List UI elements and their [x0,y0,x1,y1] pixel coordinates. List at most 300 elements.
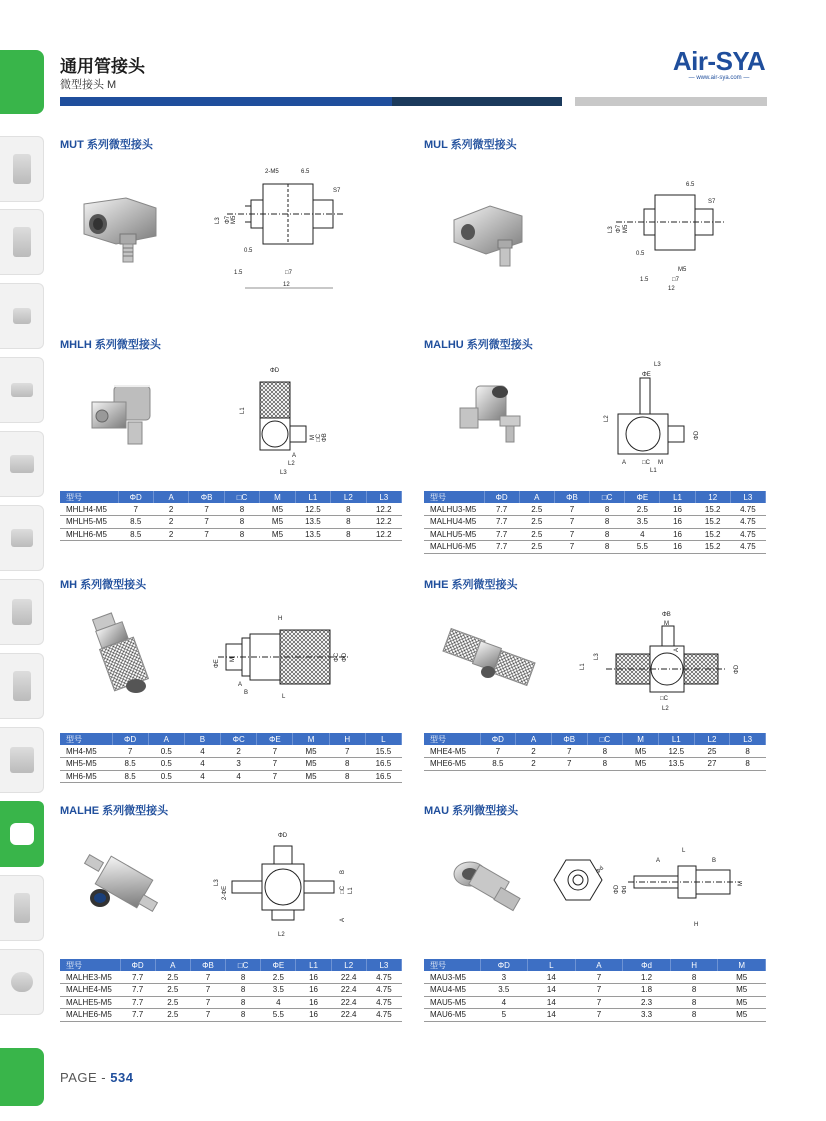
col-header: L3 [730,733,766,745]
table-cell: 16 [296,971,331,984]
table-cell: M5 [718,1009,766,1022]
table-cell: 2 [153,528,188,541]
table-cell: 0.5 [148,770,184,783]
table-cell: 16 [660,503,695,516]
col-header: A [519,491,554,503]
table-cell: 7 [554,503,589,516]
table-cell: 7 [551,758,587,771]
malhu-title: MALHU 系列微型接头 [424,339,533,351]
malhe-dim-d6: L1 [348,887,354,894]
table-cell: 8 [226,971,261,984]
page-subtitle: 微型接头 M [60,79,117,91]
malhe-title: MALHE 系列微型接头 [60,805,169,817]
table-cell: M5 [718,996,766,1009]
table-cell: 2.5 [625,503,660,516]
table-cell: 2.3 [623,996,671,1009]
mul-dim-d5: M5 [623,224,629,233]
filter-regulator-icon[interactable] [0,136,44,202]
col-header: L [528,959,576,971]
col-header: 型号 [60,733,112,745]
mh-dim-d6: A [238,682,243,688]
table-row [424,745,766,758]
table-cell: 7 [575,1009,623,1022]
col-header: □C [226,959,261,971]
mhe-dim-d4: L1 [580,663,586,670]
table-row [60,503,402,516]
table-cell: 2.5 [155,984,190,997]
mau-dim-d8: H [694,922,699,928]
mhlh-dim-d4: □C [316,434,322,442]
mau-spec-table [424,959,766,1022]
table-cell: M5 [623,758,659,771]
table-cell: 22.4 [331,971,366,984]
table-cell: MALHU5-M5 [424,528,484,541]
table-cell: 13.5 [295,516,330,529]
table-cell: MAU3-M5 [424,971,480,984]
mhlh-spec-table [60,491,402,541]
table-cell: 1.2 [623,971,671,984]
mut-dim-d1: 2-M5 [265,169,279,175]
table-cell: 8 [590,541,625,554]
page-number-value: 534 [110,1070,134,1085]
table-row [60,516,402,529]
mhe-dim-d8: L2 [662,706,669,712]
table-cell: 12.5 [658,745,694,758]
mut-dim-d8: 1.5 [234,270,243,276]
col-header: L1 [660,491,695,503]
col-header: 12 [695,491,730,503]
table-cell: 5.5 [625,541,660,554]
table-cell: M5 [293,745,329,758]
table-cell: 7 [190,971,225,984]
table-cell: 7 [189,503,224,516]
table-cell: 14 [528,971,576,984]
mut-photo [76,190,166,270]
table-cell: MALHU6-M5 [424,541,484,554]
mau-photo [448,854,528,930]
table-cell: 5 [480,1009,528,1022]
mh-drawing [208,612,356,700]
col-header: ΦD [480,959,528,971]
malhe-photo [80,848,170,932]
col-header: A [516,733,552,745]
page-number [60,1070,133,1085]
col-header: L1 [658,733,694,745]
malhe-dim-d7: A [340,917,346,922]
filter-icon[interactable] [0,209,44,275]
mhe-title: MHE 系列微型接头 [424,579,518,591]
table-cell: M5 [260,503,295,516]
connector-icon[interactable] [0,653,44,719]
table-cell: 7.7 [120,1009,155,1022]
table-cell: 2.5 [261,971,296,984]
table-cell: 7 [189,516,224,529]
col-header: M [623,733,659,745]
brand-logo [664,46,774,81]
table-cell: 7 [554,516,589,529]
mhe-dim-d2: M [664,621,669,627]
table-cell: 8.5 [112,770,148,783]
table-cell: 7.7 [484,541,519,554]
logo-text: Air-SYA [672,46,766,76]
table-cell: 8 [224,528,259,541]
table-cell: 27 [694,758,730,771]
valve-icon[interactable] [0,357,44,423]
table-cell: 4 [480,996,528,1009]
mh-dim-d3: M [230,657,236,662]
actuator-icon[interactable] [0,579,44,645]
table-cell: MHLH5-M5 [60,516,118,529]
mul-drawing [600,175,730,293]
mh-dim-d8: L [282,694,286,700]
table-cell: 3.3 [623,1009,671,1022]
table-cell: 8 [670,971,718,984]
table-cell: 7 [190,996,225,1009]
mut-dim-d2: 6.5 [301,169,310,175]
table-cell: MALHE5-M5 [60,996,120,1009]
table-cell: 13.5 [658,758,694,771]
table-cell: M5 [293,770,329,783]
table-cell: MALHE4-M5 [60,984,120,997]
mh-spec-table [60,733,402,783]
mh-dim-d7: B [244,690,249,696]
table-cell: 8.5 [480,758,516,771]
page-label: PAGE - [60,1070,107,1085]
table-cell: 15.2 [695,541,730,554]
table-cell: 7.7 [484,516,519,529]
col-header: B [184,733,220,745]
header-bar-blue [60,97,392,106]
mau-dim-d1: L [682,848,686,854]
page-title: 通用管接头 [60,57,145,76]
table-cell: 16 [660,541,695,554]
table-header-row [424,733,766,745]
table-row [424,984,766,997]
table-cell: 8.5 [118,516,153,529]
table-cell: 7 [257,758,293,771]
table-cell: 12.2 [366,516,401,529]
table-cell: 8 [590,516,625,529]
table-cell: 4.75 [730,528,765,541]
mut-dim-d10: 12 [283,282,290,288]
mhlh-dim-d1: ΦD [270,368,280,374]
table-cell: 8 [331,503,366,516]
table-cell: 7 [257,745,293,758]
table-cell: 8 [670,996,718,1009]
mhe-drawing [576,608,751,712]
logo-url: — www.air-sya.com — [688,75,750,81]
mut-dim-d7: 0.5 [244,248,253,254]
malhu-dim-d1: L3 [654,362,661,368]
table-cell: 7 [190,1009,225,1022]
table-row [424,541,766,554]
table-row [424,996,766,1009]
table-cell: MH5-M5 [60,758,112,771]
col-header: ΦB [189,491,224,503]
col-header: ΦB [190,959,225,971]
table-cell: 22.4 [331,984,366,997]
table-cell: 2.5 [155,971,190,984]
table-cell: 16.5 [365,758,401,771]
table-cell: 14 [528,984,576,997]
table-cell: 7 [118,503,153,516]
malhu-spec-table [424,491,766,554]
table-cell: 16 [660,516,695,529]
table-row [424,758,766,771]
table-cell: 4 [184,770,220,783]
table-cell: 2 [153,503,188,516]
table-cell: 3 [221,758,257,771]
table-cell: 2 [516,758,552,771]
mut-dim-d9: □7 [285,270,292,276]
table-cell: 7.7 [484,503,519,516]
malhu-dim-d8: L1 [650,468,657,474]
table-cell: 2.5 [155,996,190,1009]
col-header: L2 [331,491,366,503]
manifold-icon[interactable] [0,727,44,793]
mau-dim-d6: Φd [622,885,628,894]
tube-icon[interactable] [0,949,44,1015]
table-cell: 15.5 [365,745,401,758]
col-header: L1 [296,959,331,971]
table-cell: 14 [528,1009,576,1022]
table-cell: 2 [221,745,257,758]
table-row [60,971,402,984]
table-row [424,516,766,529]
mh-dim-d4: ΦC [334,652,340,662]
mhlh-dim-d6: A [292,453,297,459]
table-cell: 8 [224,516,259,529]
table-cell: 12.2 [366,528,401,541]
table-cell: MALHU4-M5 [424,516,484,529]
malhu-dim-d5: A [622,460,627,466]
col-header: Φd [623,959,671,971]
col-header: M [293,733,329,745]
table-cell: MAU6-M5 [424,1009,480,1022]
mul-title: MUL 系列微型接头 [424,139,517,151]
cylinder-icon[interactable] [0,431,44,497]
table-cell: MHE4-M5 [424,745,480,758]
malhe-drawing [210,828,354,940]
mut-dim-d5: Φ7 [225,215,231,224]
mhlh-dim-d5: ΦB [322,433,328,442]
table-cell: 8 [587,758,623,771]
col-header: ΦD [484,491,519,503]
table-header-row [60,959,402,971]
malhu-dim-d3: L2 [604,415,610,422]
col-header: 型号 [60,959,120,971]
table-cell: 0.5 [148,745,184,758]
malhe-dim-d1: ΦD [278,833,288,839]
table-cell: 2.5 [519,528,554,541]
table-cell: 15.2 [695,516,730,529]
mau-title: MAU 系列微型接头 [424,805,519,817]
table-cell: MH6-M5 [60,770,112,783]
table-row [424,1009,766,1022]
col-header: A [155,959,190,971]
mhe-dim-d3: A [674,647,680,652]
table-cell: 22.4 [331,996,366,1009]
table-header-row [60,491,402,503]
table-cell: 4.75 [366,984,401,997]
col-header: ΦD [112,733,148,745]
table-cell: MHE6-M5 [424,758,480,771]
table-cell: 16 [296,1009,331,1022]
col-header: ΦE [261,959,296,971]
table-cell: 4 [184,745,220,758]
table-cell: 2.5 [519,541,554,554]
table-cell: 7.7 [120,971,155,984]
col-header: H [329,733,365,745]
table-cell: 7 [190,984,225,997]
mau-dim-d2: A [656,858,661,864]
table-cell: 8 [590,503,625,516]
mau-dim-d5: ΦD [614,884,620,894]
table-cell: 7 [480,745,516,758]
table-cell: 2.5 [155,1009,190,1022]
mul-dim-d3: L3 [608,226,614,233]
table-cell: 7 [575,984,623,997]
col-header: A [153,491,188,503]
table-cell: M5 [260,516,295,529]
table-row [424,503,766,516]
regulator-icon[interactable] [0,283,44,349]
mul-dim-d7: M5 [678,267,687,273]
malhu-drawing [598,356,716,476]
table-cell: 8 [590,528,625,541]
table-cell: MALHE3-M5 [60,971,120,984]
malhe-dim-d5: □C [340,886,346,894]
col-header: ΦD [118,491,153,503]
table-cell: 2 [153,516,188,529]
col-header: L3 [730,491,765,503]
mhlh-dim-d8: L3 [280,470,287,476]
table-cell: 4 [221,770,257,783]
table-cell: 4.75 [366,971,401,984]
mut-drawing [215,162,350,292]
col-header: A [148,733,184,745]
table-cell: 13.5 [295,528,330,541]
mut-dim-d4: L3 [215,217,221,224]
table-cell: 12.5 [295,503,330,516]
table-cell: 25 [694,745,730,758]
col-header: 型号 [60,491,118,503]
table-cell: 4.75 [366,996,401,1009]
mhe-dim-d6: ΦD [734,664,740,674]
table-cell: 7 [329,745,365,758]
table-cell: 2.5 [519,516,554,529]
table-row [60,770,402,783]
col-header: L3 [366,491,401,503]
mau-dim-d7: M [738,881,744,886]
table-cell: 22.4 [331,1009,366,1022]
table-row [60,1009,402,1022]
table-cell: MHLH4-M5 [60,503,118,516]
table-row [60,984,402,997]
fitting-icon[interactable] [0,801,44,867]
col-header: ΦD [480,733,516,745]
col-header: □C [590,491,625,503]
table-header-row [60,733,402,745]
table-header-row [424,491,766,503]
malhe-dim-d3: 2-ΦE [222,885,228,900]
table-cell: 8 [331,516,366,529]
mut-dim-d6: M5 [231,215,237,224]
table-cell: 16 [660,528,695,541]
muffler-icon[interactable] [0,875,44,941]
table-cell: 7 [554,541,589,554]
malhu-photo [450,378,530,448]
table-cell: 2 [516,745,552,758]
table-cell: 7.7 [484,528,519,541]
header-bar-dark [392,97,562,106]
table-cell: 16 [296,984,331,997]
table-cell: 7 [575,971,623,984]
col-header: 型号 [424,959,480,971]
table-cell: 7 [257,770,293,783]
table-cell: MH4-M5 [60,745,112,758]
table-cell: 4.75 [730,503,765,516]
table-cell: 4.75 [730,541,765,554]
col-header: L1 [295,491,330,503]
malhe-dim-d8: L2 [278,932,285,938]
col-header: ΦB [554,491,589,503]
table-cell: 0.5 [148,758,184,771]
table-cell: MAU5-M5 [424,996,480,1009]
mhe-photo [440,620,540,696]
mh-title: MH 系列微型接头 [60,579,147,591]
col-header: ΦE [257,733,293,745]
mhlh-drawing [230,362,370,477]
col-header: 型号 [424,733,480,745]
table-cell: 8 [587,745,623,758]
header-bar-gray [575,97,767,106]
table-row [424,528,766,541]
mh-dim-d1: H [278,616,283,622]
malhe-dim-d4: B [340,869,346,874]
table-cell: 8 [224,503,259,516]
mhe-spec-table [424,733,766,771]
mhlh-photo [84,378,164,454]
table-cell: 1.8 [623,984,671,997]
table-cell: MALHE6-M5 [60,1009,120,1022]
table-cell: M5 [260,528,295,541]
table-cell: 14 [528,996,576,1009]
footer-tab [0,1048,44,1106]
col-header: H [670,959,718,971]
table-cell: MALHU3-M5 [424,503,484,516]
mhlh-dim-d2: L1 [240,407,246,414]
mhe-dim-d5: L3 [594,653,600,660]
col-header: A [575,959,623,971]
table-cell: 7 [551,745,587,758]
mul-dim-d8: 1.5 [640,277,649,283]
table-cell: 4 [261,996,296,1009]
table-cell: 12.2 [366,503,401,516]
mul-dim-d4: Φ7 [616,224,622,233]
table-cell: 3.5 [480,984,528,997]
mhlh-title: MHLH 系列微型接头 [60,339,161,351]
table-cell: 8 [329,770,365,783]
solenoid-icon[interactable] [0,505,44,571]
table-cell: 7 [189,528,224,541]
table-cell: 8 [331,528,366,541]
table-cell: M5 [293,758,329,771]
malhu-dim-d6: □C [642,460,650,466]
table-cell: 4.75 [730,516,765,529]
table-cell: 3.5 [261,984,296,997]
table-cell: 8.5 [118,528,153,541]
